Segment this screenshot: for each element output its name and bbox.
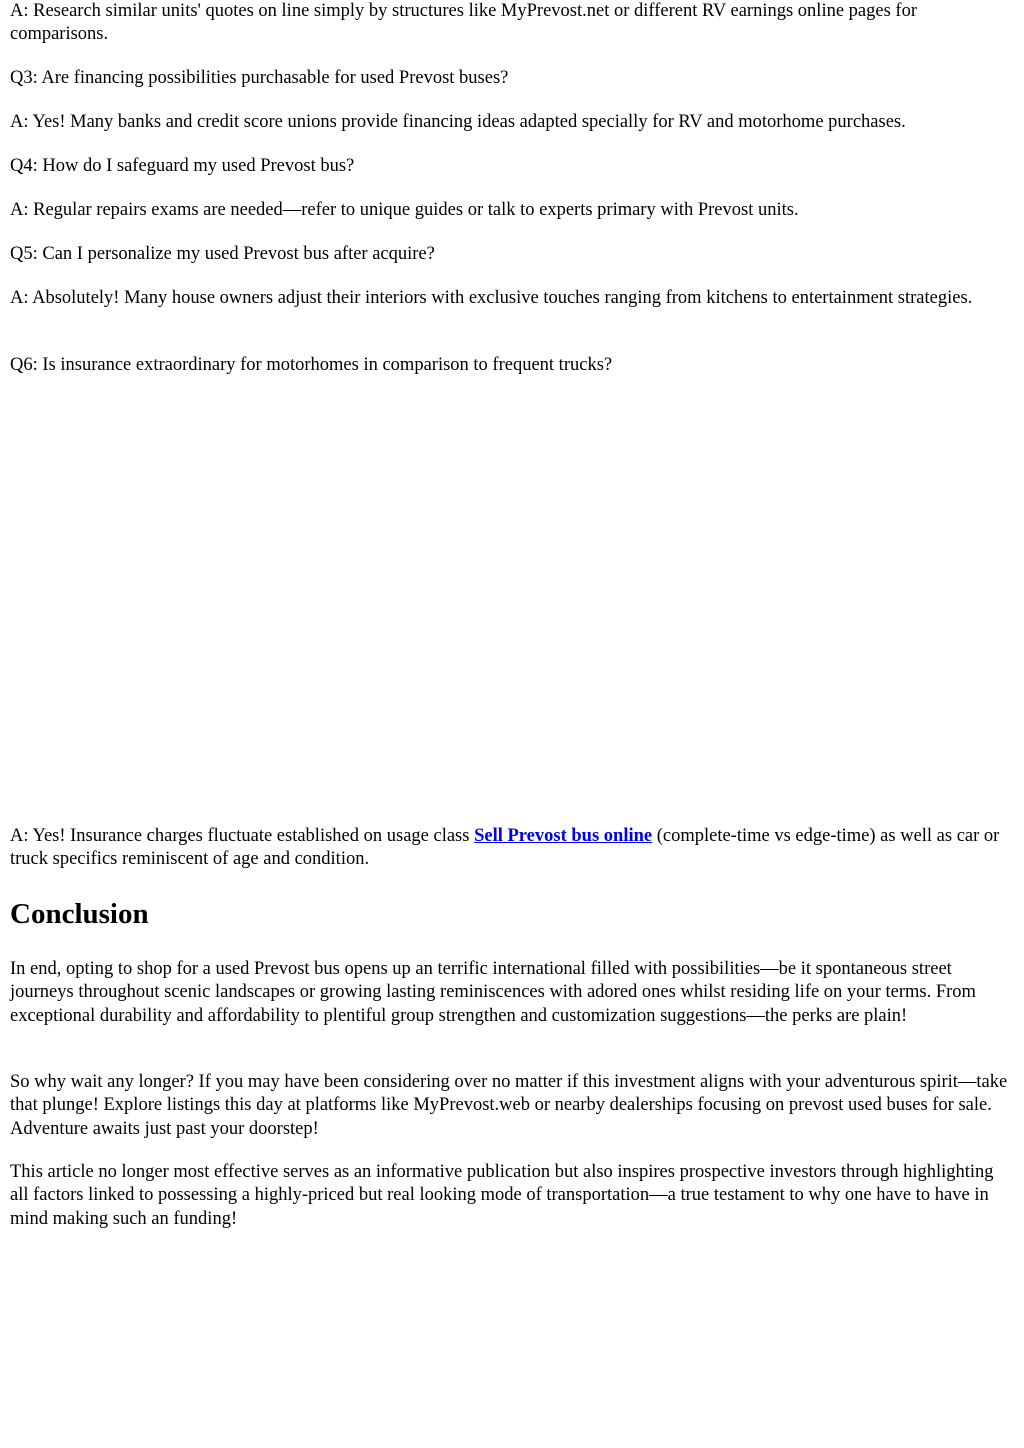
sell-prevost-bus-link[interactable]: Sell Prevost bus online	[474, 826, 653, 846]
conclusion-paragraph-2: So why wait any longer? If you may have been considering over no matter if this investment aligns with your adventurous spirit—take that plunge! Explore listings this day at platforms like MyPrevost.web or nearby dealerships focusing on prevost used buses for sale. Adventure awaits just past your doorstep!	[10, 1072, 1008, 1139]
faq-answer-4: A: Regular repairs exams are needed—refer to unique guides or talk to experts primary with Prevost units.	[10, 200, 799, 220]
faq-answer-6-text-after: (complete-time vs edge-time) as well as car or truck specifics reminiscent of age and condition.	[10, 826, 1000, 870]
faq-answer-3: A: Yes! Many banks and credit score unions provide financing ideas adapted specially for RV and motorhome purchases.	[10, 112, 906, 132]
conclusion-heading: Conclusion	[10, 898, 149, 930]
conclusion-paragraph-3: This article no longer most effective serves as an informative publication but also inspires prospective investors through highlighting all factors linked to possessing a highly-priced but real looking mode of transportation—a true testament to why one have to have in mind making such an funding!	[10, 1162, 994, 1229]
faq-answer-6	[10, 825, 1014, 872]
conclusion-paragraph-1: In end, opting to shop for a used Prevost bus opens up an terrific international filled with possibilities—be it spontaneous street journeys throughout scenic landscapes or growing lasting reminiscences with adored ones whilst residing life on your terms. From exceptional durability and affordability to plentiful group strengthen and customization suggestions—the perks are plain!	[10, 959, 976, 1026]
faq-question-6: Q6: Is insurance extraordinary for motorhomes in comparison to frequent trucks?	[10, 355, 613, 375]
faq-question-3: Q3: Are financing possibilities purchasable for used Prevost buses?	[10, 68, 509, 88]
faq-answer-6-text-before: A: Yes! Insurance charges fluctuate established on usage class	[10, 826, 475, 846]
faq-question-5: Q5: Can I personalize my used Prevost bus after acquire?	[10, 244, 435, 264]
faq-answer-2: A: Research similar units' quotes on line simply by structures like MyPrevost.net or different RV earnings online pages for comparisons.	[10, 1, 917, 45]
faq-question-4: Q4: How do I safeguard my used Prevost bus?	[10, 156, 355, 176]
faq-answer-5: A: Absolutely! Many house owners adjust their interiors with exclusive touches ranging from kitchens to entertainment strategies.	[10, 288, 973, 308]
